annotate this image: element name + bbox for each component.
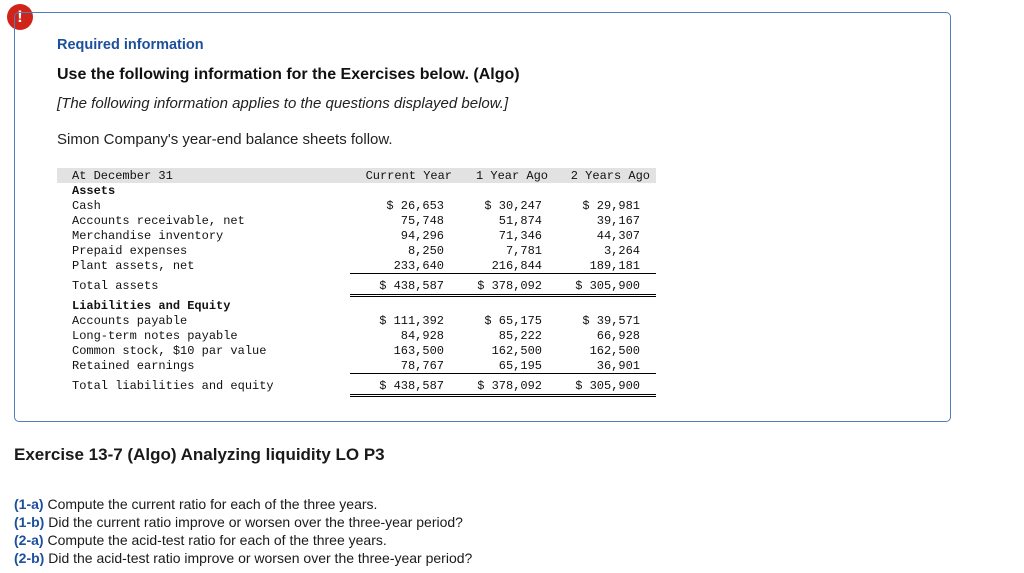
row-label: Plant assets, net (72, 259, 195, 273)
double-rule (350, 294, 656, 295)
instructions-note: [The following information applies to the questions displayed below.] (57, 95, 509, 112)
cell-2-years-ago: 44,307 (596, 229, 640, 243)
total-assets-label: Total assets (72, 279, 159, 293)
row-label: Merchandise inventory (72, 229, 224, 243)
subtotal-rule (350, 273, 656, 274)
cell-1-year-ago: $ 30,247 (484, 199, 542, 213)
exercise-title: Exercise 13-7 (Algo) Analyzing liquidity LO P3 (14, 445, 385, 464)
cell-2-years-ago: 3,264 (603, 244, 640, 258)
row-label: Accounts receivable, net (72, 214, 245, 228)
cell-2-years-ago: 36,901 (596, 359, 640, 373)
cell-current-year: 78,767 (400, 359, 444, 373)
cell-current-year: $ 26,653 (386, 199, 444, 213)
cell-2-years-ago: 39,167 (596, 214, 640, 228)
column-header-current-year: Current Year (365, 169, 452, 183)
total-liabilities-2-years-ago: $ 305,900 (575, 379, 640, 393)
question-text: Did the acid-test ratio improve or worsen over the three-year period? (44, 550, 473, 566)
cell-2-years-ago: $ 29,981 (582, 199, 640, 213)
alert-icon: ! (7, 4, 33, 30)
question-1b (14, 514, 463, 530)
total-liabilities-1-year-ago: $ 378,092 (477, 379, 542, 393)
question-tag: (1-a) (14, 496, 44, 512)
column-header-1-year-ago: 1 Year Ago (475, 169, 548, 183)
required-info-title: Required information (57, 37, 204, 53)
question-2a (14, 532, 387, 548)
cell-current-year: 233,640 (393, 259, 444, 273)
cell-1-year-ago: 162,500 (491, 344, 542, 358)
question-tag: (1-b) (14, 514, 45, 530)
column-header-2-years-ago: 2 Years Ago (570, 169, 650, 183)
double-rule (350, 394, 656, 395)
cell-2-years-ago: 66,928 (596, 329, 640, 343)
cell-current-year: 94,296 (400, 229, 444, 243)
cell-1-year-ago: 85,222 (498, 329, 542, 343)
total-assets-current-year: $ 438,587 (379, 279, 444, 293)
liabilities-heading: Liabilities and Equity (72, 299, 231, 313)
cell-current-year: 75,748 (400, 214, 444, 228)
row-label: Prepaid expenses (72, 244, 188, 258)
row-label: Retained earnings (72, 359, 195, 373)
question-text: Did the current ratio improve or worsen over the three-year period? (44, 514, 463, 530)
row-label: Cash (72, 199, 101, 213)
cell-current-year: 84,928 (400, 329, 444, 343)
question-tag: (2-b) (14, 550, 45, 566)
question-2b (14, 550, 472, 566)
cell-2-years-ago: 189,181 (589, 259, 640, 273)
row-label: Long-term notes payable (72, 329, 238, 343)
cell-1-year-ago: 7,781 (505, 244, 542, 258)
header-label: At December 31 (72, 169, 173, 183)
double-rule (350, 396, 656, 397)
cell-current-year: 163,500 (393, 344, 444, 358)
question-tag: (2-a) (14, 532, 44, 548)
row-label: Common stock, $10 par value (72, 344, 267, 358)
cell-1-year-ago: 71,346 (498, 229, 542, 243)
cell-1-year-ago: 216,844 (491, 259, 542, 273)
question-1a (14, 496, 377, 512)
subtotal-rule (350, 373, 656, 374)
instructions-heading: Use the following information for the Exercises below. (Algo) (57, 66, 520, 83)
total-assets-2-years-ago: $ 305,900 (575, 279, 640, 293)
question-text: Compute the current ratio for each of the three years. (43, 496, 378, 512)
cell-2-years-ago: $ 39,571 (582, 314, 640, 328)
cell-current-year: $ 111,392 (379, 314, 444, 328)
question-text: Compute the acid-test ratio for each of the three years. (43, 532, 387, 548)
cell-2-years-ago: 162,500 (589, 344, 640, 358)
cell-1-year-ago: 51,874 (498, 214, 542, 228)
cell-1-year-ago: 65,195 (498, 359, 542, 373)
double-rule (350, 296, 656, 297)
cell-1-year-ago: $ 65,175 (484, 314, 542, 328)
balance-sheet-intro: Simon Company's year-end balance sheets follow. (57, 131, 393, 148)
total-liabilities-label: Total liabilities and equity (72, 379, 274, 393)
row-label: Accounts payable (72, 314, 188, 328)
assets-heading: Assets (72, 184, 116, 198)
total-liabilities-current-year: $ 438,587 (379, 379, 444, 393)
cell-current-year: 8,250 (407, 244, 444, 258)
total-assets-1-year-ago: $ 378,092 (477, 279, 542, 293)
